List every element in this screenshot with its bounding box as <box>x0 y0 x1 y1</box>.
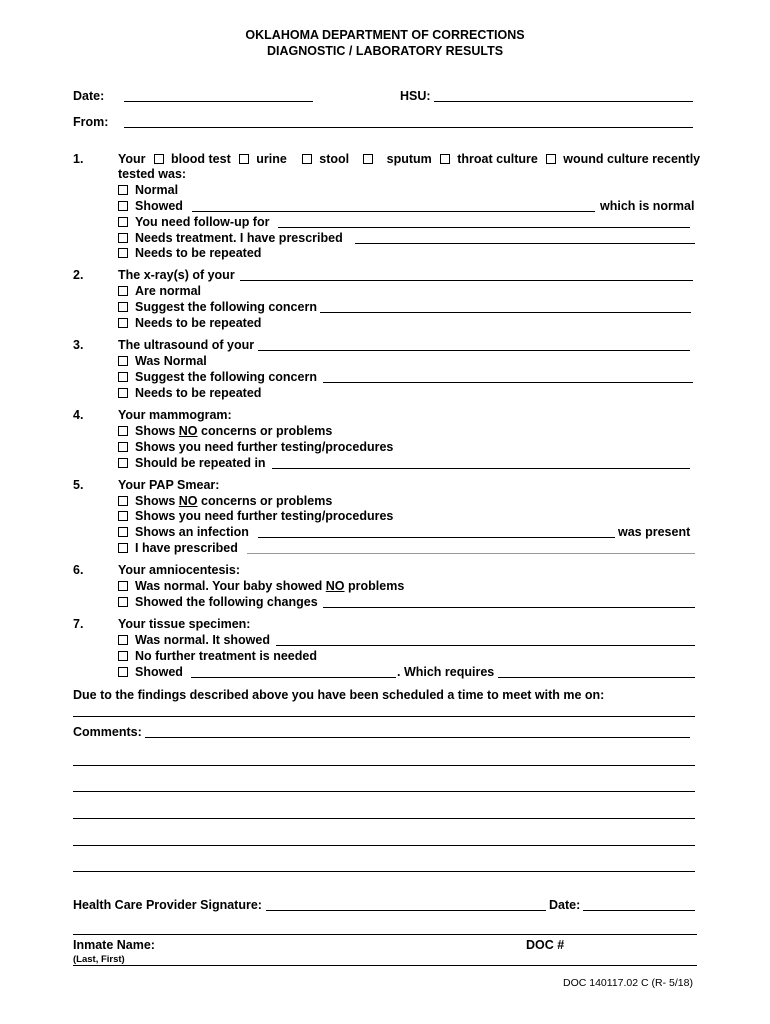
comments-line-3[interactable] <box>73 791 695 792</box>
form-title-results: DIAGNOSTIC / LABORATORY RESULTS <box>266 44 504 58</box>
item-6-changes-field[interactable] <box>323 607 695 608</box>
inmate-name-label: Inmate Name: <box>73 938 155 952</box>
checkbox-blood-test[interactable] <box>154 154 164 164</box>
checkbox-normal[interactable] <box>118 185 128 195</box>
checkbox-tissue-no-treatment[interactable] <box>118 651 128 661</box>
item-1-your: Your <box>118 152 146 166</box>
item-2-concern-field[interactable] <box>320 312 691 313</box>
item-5-prescribed-field[interactable] <box>247 553 695 554</box>
checkbox-xray-normal[interactable] <box>118 286 128 296</box>
item-4-option-c: Should be repeated in <box>118 456 266 471</box>
item-7-option-b: No further treatment is needed <box>118 649 317 664</box>
item-1-followup-field[interactable] <box>278 227 690 228</box>
item-2-option-b: Suggest the following concern <box>118 300 317 315</box>
appointment-field[interactable] <box>73 716 695 717</box>
checkbox-amnio-normal[interactable] <box>118 581 128 591</box>
comments-line-5[interactable] <box>73 845 695 846</box>
checkbox-urine[interactable] <box>239 154 249 164</box>
checkbox-ultrasound-repeat[interactable] <box>118 388 128 398</box>
comments-line-1[interactable] <box>145 737 690 738</box>
checkbox-treatment[interactable] <box>118 233 128 243</box>
date-field[interactable] <box>124 101 313 102</box>
item-1-tested-was: tested was: <box>118 167 187 181</box>
item-1-treatment-field[interactable] <box>355 243 695 244</box>
comments-line-4[interactable] <box>73 818 695 819</box>
checkbox-followup[interactable] <box>118 217 128 227</box>
from-field[interactable] <box>124 127 693 128</box>
checkbox-amnio-changes[interactable] <box>118 597 128 607</box>
comments-label: Comments: <box>73 725 142 739</box>
item-2-number: 2. <box>73 268 84 282</box>
checkbox-stool[interactable] <box>302 154 312 164</box>
signature-label: Health Care Provider Signature: <box>73 898 262 912</box>
which-requires-label: . Which requires <box>397 665 495 679</box>
item-2-option-c: Needs to be repeated <box>118 316 261 331</box>
item-2-xray-field[interactable] <box>240 280 693 281</box>
doc-number-label: DOC # <box>526 938 565 952</box>
item-1-repeat-option: Needs to be repeated <box>118 246 261 261</box>
checkbox-xray-repeat[interactable] <box>118 318 128 328</box>
item-3-concern-field[interactable] <box>323 382 693 383</box>
hsu-label: HSU: <box>400 89 431 103</box>
item-6-option-b: Showed the following changes <box>118 595 318 610</box>
item-2-option-a: Are normal <box>118 284 201 299</box>
item-7-requires-field[interactable] <box>498 677 695 678</box>
item-5-option-c: Shows an infection <box>118 525 249 540</box>
checkbox-ultrasound-concern[interactable] <box>118 372 128 382</box>
checkbox-pap-no-concerns[interactable] <box>118 496 128 506</box>
findings-statement: Due to the findings described above you have been scheduled a time to meet with me on: <box>73 688 605 702</box>
checkbox-ultrasound-normal[interactable] <box>118 356 128 366</box>
item-4-option-b: Shows you need further testing/procedures <box>118 440 393 455</box>
checkbox-mammogram-further-testing[interactable] <box>118 442 128 452</box>
item-3-option-b: Suggest the following concern <box>118 370 317 385</box>
form-title-agency: OKLAHOMA DEPARTMENT OF CORRECTIONS <box>245 28 525 42</box>
inmate-bottom-rule <box>73 965 697 966</box>
comments-line-2[interactable] <box>73 765 695 766</box>
item-3-title: The ultrasound of your <box>118 338 255 352</box>
signature-date-field[interactable] <box>583 910 695 911</box>
checkbox-mammogram-no-concerns[interactable] <box>118 426 128 436</box>
item-4-title: Your mammogram: <box>118 408 232 422</box>
item-1-showed-field[interactable] <box>192 211 595 212</box>
checkbox-mammogram-repeat[interactable] <box>118 458 128 468</box>
checkbox-showed[interactable] <box>118 201 128 211</box>
item-6-number: 6. <box>73 563 84 577</box>
item-7-option-c: Showed <box>118 665 183 680</box>
option-blood-test: blood test <box>171 152 231 166</box>
inmate-top-rule <box>73 934 697 935</box>
item-3-number: 3. <box>73 338 84 352</box>
item-5-option-a: Shows NO concerns or problems <box>118 494 332 509</box>
item-4-repeat-field[interactable] <box>272 468 690 469</box>
item-6-option-a: Was normal. Your baby showed NO problems <box>118 579 404 594</box>
item-1-number: 1. <box>73 152 84 166</box>
from-label: From: <box>73 115 109 129</box>
signature-field[interactable] <box>266 910 546 911</box>
option-throat-culture: throat culture <box>457 152 538 166</box>
item-5-number: 5. <box>73 478 84 492</box>
option-sputum: sputum <box>386 152 432 166</box>
checkbox-wound-culture[interactable] <box>546 154 556 164</box>
signature-date-label: Date: <box>549 898 581 912</box>
item-1-normal-option: Normal <box>118 183 178 198</box>
date-label: Date: <box>73 89 105 103</box>
item-1-test-options <box>118 152 700 167</box>
item-3-option-a: Was Normal <box>118 354 207 369</box>
checkbox-pap-prescribed[interactable] <box>118 543 128 553</box>
item-6-title: Your amniocentesis: <box>118 563 241 577</box>
item-7-option-a: Was normal. It showed <box>118 633 270 648</box>
hsu-field[interactable] <box>434 101 693 102</box>
item-3-ultrasound-field[interactable] <box>258 350 690 351</box>
item-4-option-a: Shows NO concerns or problems <box>118 424 332 439</box>
option-urine: urine <box>256 152 287 166</box>
checkbox-tissue-showed[interactable] <box>118 667 128 677</box>
checkbox-xray-concern[interactable] <box>118 302 128 312</box>
option-stool: stool <box>319 152 350 166</box>
item-1-showed-option: Showed <box>118 199 183 214</box>
item-2-title: The x-ray(s) of your <box>118 268 235 282</box>
item-5-infection-field[interactable] <box>258 537 615 538</box>
item-3-option-c: Needs to be repeated <box>118 386 261 401</box>
item-7-title: Your tissue specimen: <box>118 617 251 631</box>
inmate-name-sub: (Last, First) <box>73 954 125 965</box>
checkbox-sputum[interactable] <box>363 154 373 164</box>
item-5-option-d: I have prescribed <box>118 541 238 556</box>
comments-line-6[interactable] <box>73 871 695 872</box>
item-7-number: 7. <box>73 617 84 631</box>
item-1-followup-option: You need follow-up for <box>118 215 269 230</box>
item-5-title: Your PAP Smear: <box>118 478 220 492</box>
item-5-option-b: Shows you need further testing/procedures <box>118 509 393 524</box>
checkbox-throat-culture[interactable] <box>440 154 450 164</box>
option-wound-culture: wound culture recently <box>563 152 701 166</box>
checkbox-pap-further-testing[interactable] <box>118 511 128 521</box>
was-present-label: was present <box>618 525 691 539</box>
item-1-treatment-option: Needs treatment. I have prescribed <box>118 231 343 246</box>
item-7-showed-field[interactable] <box>276 645 695 646</box>
which-is-normal-label: which is normal <box>600 199 695 213</box>
item-4-number: 4. <box>73 408 84 422</box>
checkbox-repeat[interactable] <box>118 248 128 258</box>
checkbox-pap-infection[interactable] <box>118 527 128 537</box>
item-7-showed-detail-field[interactable] <box>191 677 396 678</box>
checkbox-tissue-normal[interactable] <box>118 635 128 645</box>
form-number: DOC 140117.02 C (R- 5/18) <box>563 977 693 989</box>
